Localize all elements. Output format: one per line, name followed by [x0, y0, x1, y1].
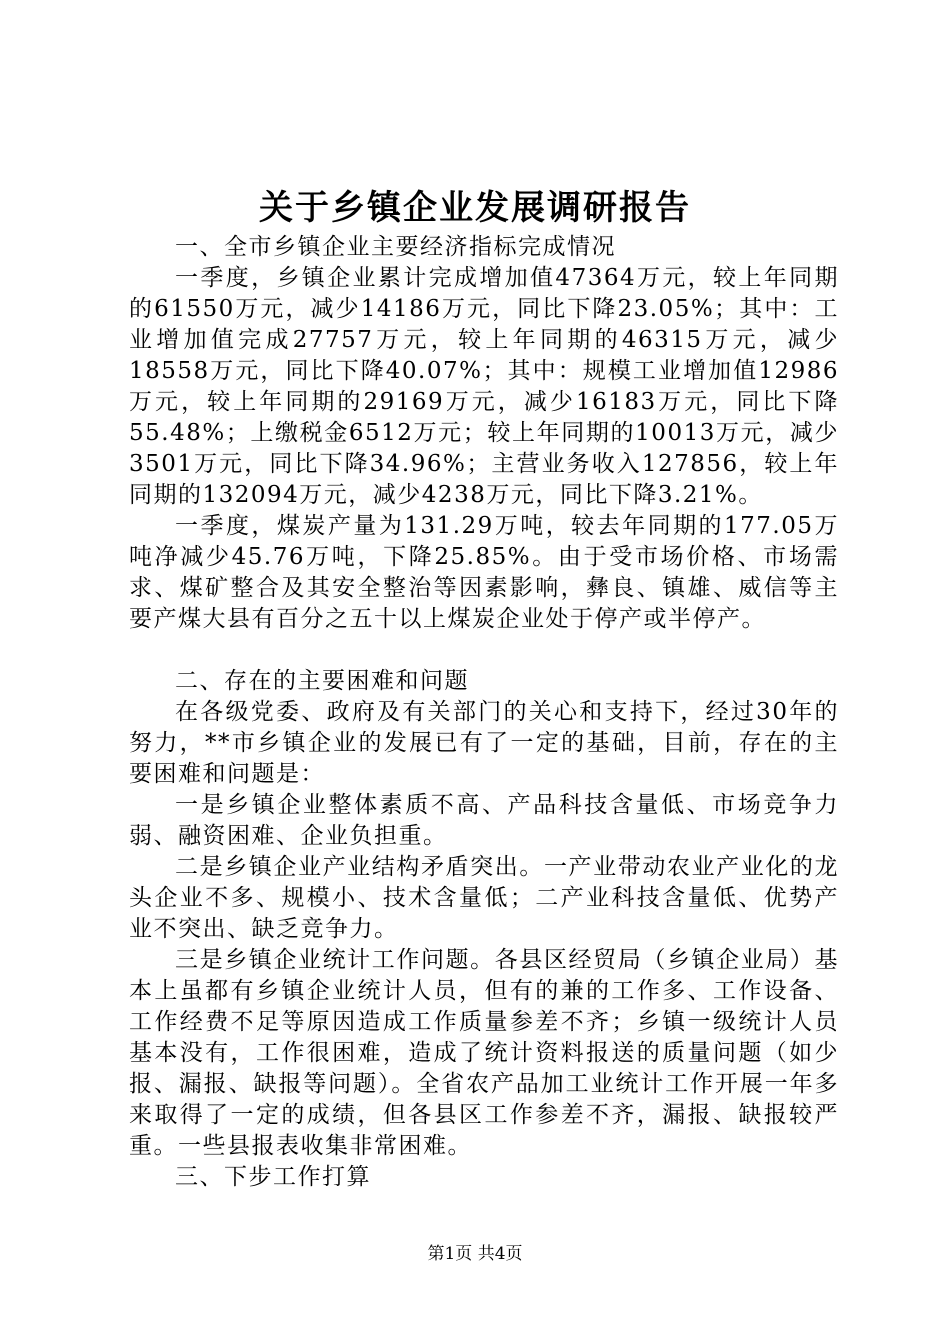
section-heading-2: 二、存在的主要困难和问题	[175, 668, 469, 694]
document-title: 关于乡镇企业发展调研报告	[259, 188, 691, 228]
paragraph-problem-2: 二是乡镇企业产业结构矛盾突出。一产业带动农业产业化的龙头企业不多、规模小、技术含量低；二产业科技含量低、优势产业不突出、缺乏竞争力。	[129, 854, 839, 942]
section-heading-3: 三、下步工作打算	[175, 1164, 371, 1190]
paragraph-coal-output: 一季度，煤炭产量为131.29万吨，较去年同期的177.05万吨净减少45.76万吨，下降25.85%。由于受市场价格、市场需求、煤矿整合及其安全整治等因素影响，彝良、镇雄、威信等主要产煤大县有百分之五十以上煤炭企业处于停产或半停产。	[129, 513, 839, 632]
paragraph-intro-problems: 在各级党委、政府及有关部门的关心和支持下，经过30年的努力，**市乡镇企业的发展已有了一定的基础，目前，存在的主要困难和问题是：	[129, 699, 839, 787]
paragraph-problem-1: 一是乡镇企业整体素质不高、产品科技含量低、市场竞争力弱、融资困难、企业负担重。	[129, 792, 839, 849]
paragraph-problem-3: 三是乡镇企业统计工作问题。各县区经贸局（乡镇企业局）基本上虽都有乡镇企业统计人员，但有的兼的工作多、工作设备、工作经费不足等原因造成工作质量参差不齐；乡镇一级统计人员基本没有，工作很困难，造成了统计资料报送的质量问题（如少报、漏报、缺报等问题）。全省农产品加工业统计工作开展一年多来取得了一定的成绩，但各县区工作参差不齐，漏报、缺报较严重。一些县报表收集非常困难。	[129, 947, 839, 1159]
document-body	[129, 232, 839, 1193]
page-number: 第1页 共4页	[427, 1244, 523, 1264]
paragraph-economic-indicators: 一季度，乡镇企业累计完成增加值47364万元，较上年同期的61550万元，减少14186万元，同比下降23.05%；其中：工业增加值完成27757万元，较上年同期的46315万元，减少18558万元，同比下降40.07%；其中：规模工业增加值12986万元，较上年同期的29169万元，减少16183万元，同比下降55.48%；上缴税金6512万元；较上年同期的10013万元，减少3501万元，同比下降34.96%；主营业务收入127856，较上年同期的132094万元，减少4238万元，同比下降3.21%。	[129, 265, 839, 508]
section-heading-1: 一、全市乡镇企业主要经济指标完成情况	[175, 234, 616, 260]
